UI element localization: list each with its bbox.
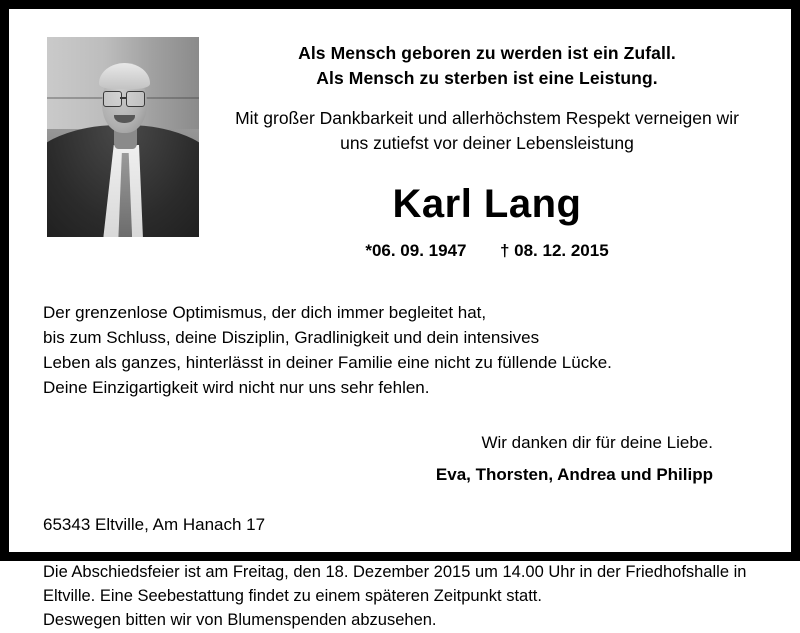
thanks-line: Wir danken dir für deine Liebe. [481, 433, 713, 453]
photo-glasses-bridge [120, 97, 126, 99]
motto-line-2: Als Mensch zu sterben ist eine Leistung. [316, 67, 658, 88]
respect-line-2: uns zutiefst vor deiner Lebensleistung [340, 132, 634, 153]
ceremony-line: Deswegen bitten wir von Blumenspenden abzusehen. [43, 611, 437, 630]
notice-inner [9, 9, 791, 630]
notice-header [37, 31, 763, 261]
ceremony-line: Eltville. Eine Seebestattung findet zu einem späteren Zeitpunkt statt. [43, 587, 542, 606]
birth-date: *06. 09. 1947 [365, 241, 467, 261]
portrait-photo [47, 37, 199, 237]
eulogy-line: Leben als ganzes, hinterlässt in deiner Familie eine nicht zu füllende Lücke. [43, 352, 612, 372]
heading-block [199, 31, 763, 261]
ceremony-info [37, 561, 763, 633]
ceremony-line: Die Abschiedsfeier ist am Freitag, den 18. Dezember 2015 um 14.00 Uhr in der Friedhofshalle in [43, 563, 747, 582]
photo-glasses-left [103, 91, 122, 107]
eulogy-line: bis zum Schluss, deine Disziplin, Gradlinigkeit und dein intensives [43, 327, 540, 347]
life-dates [217, 241, 757, 261]
photo-glasses-right [126, 91, 145, 107]
motto [217, 41, 757, 91]
eulogy-text [37, 301, 763, 400]
eulogy-line: Deine Einzigartigkeit wird nicht nur uns sehr fehlen. [43, 377, 430, 397]
death-date: † 08. 12. 2015 [499, 241, 609, 261]
address-line: 65343 Eltville, Am Hanach 17 [43, 515, 266, 535]
respect-text [217, 106, 757, 156]
respect-line-1: Mit großer Dankbarkeit und allerhöchstem Respekt verneigen wir [235, 107, 739, 128]
thanks-block [37, 430, 763, 487]
motto-line-1: Als Mensch geboren zu werden ist ein Zufall. [298, 43, 676, 63]
deceased-name: Karl Lang [392, 182, 582, 227]
eulogy-line: Der grenzenlose Optimismus, der dich immer begleitet hat, [43, 303, 487, 323]
family-names: Eva, Thorsten, Andrea und Philipp [435, 464, 713, 484]
